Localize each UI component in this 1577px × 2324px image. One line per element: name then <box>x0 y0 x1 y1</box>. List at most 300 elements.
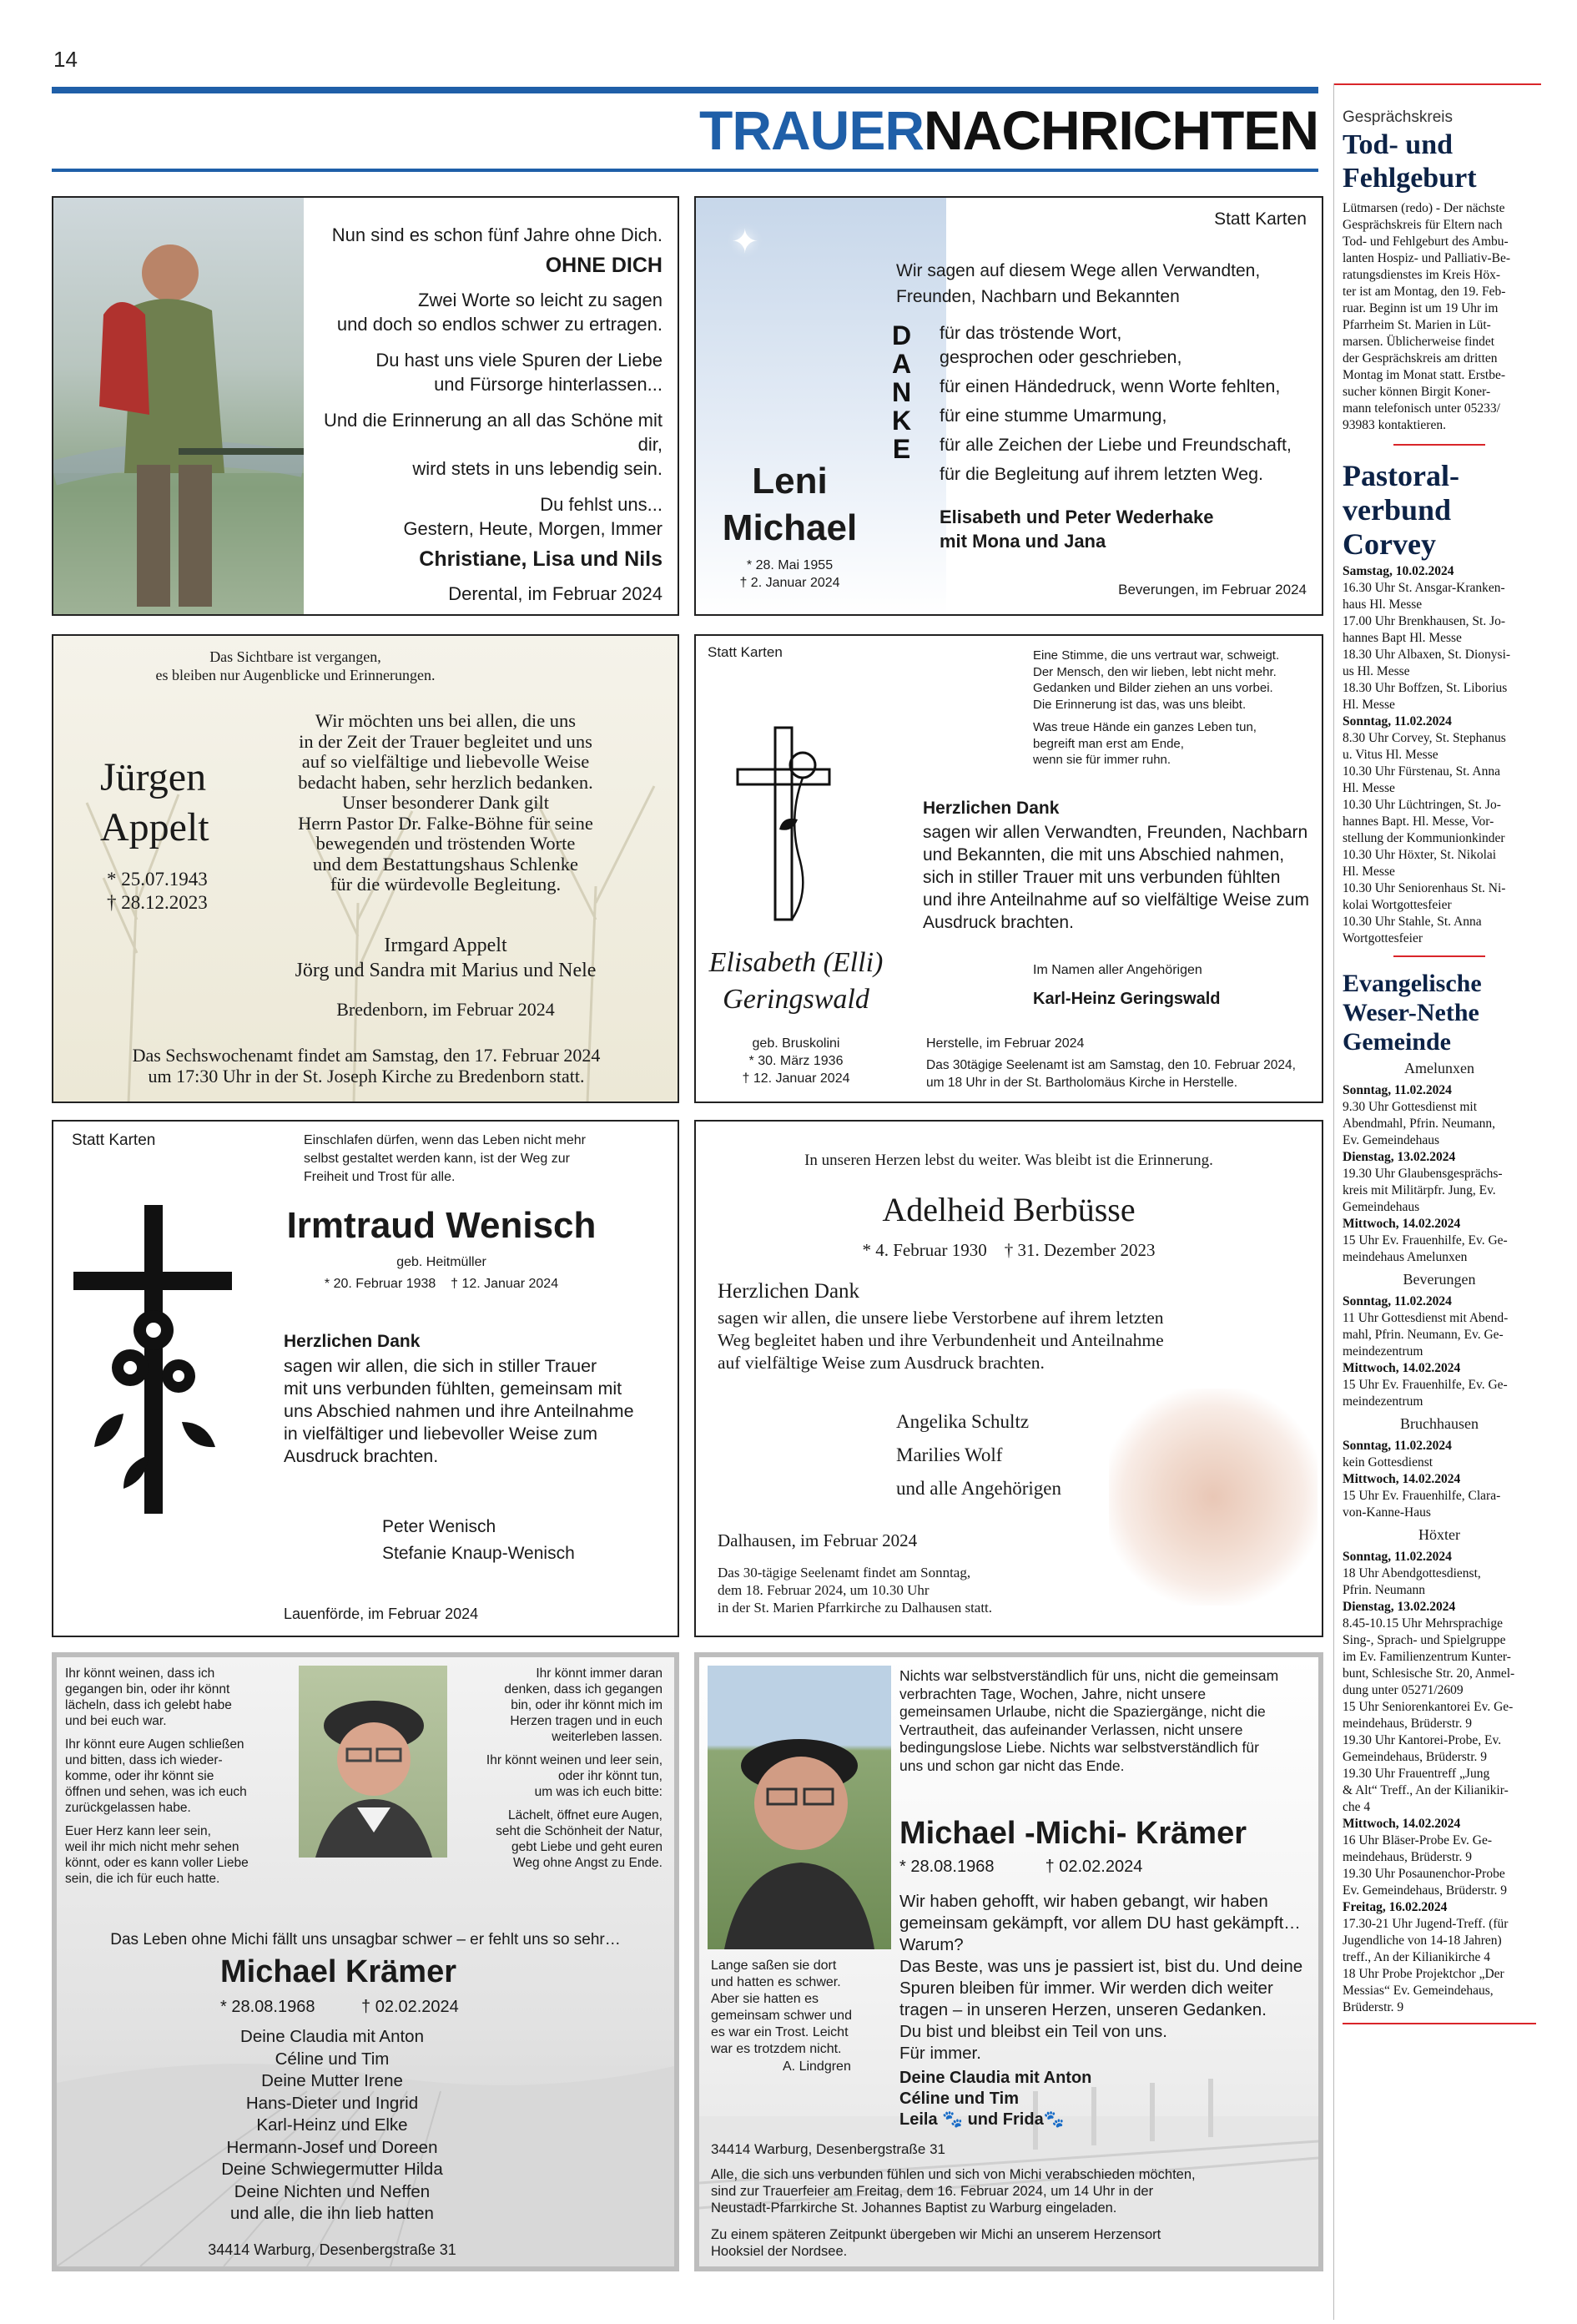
ad8-author: A. Lindgren <box>783 2059 851 2074</box>
death-date: † 2. Januar 2024 <box>739 576 840 590</box>
section-title <box>52 100 1318 160</box>
ad7-signer: Deine Schwiegermutter Hilda <box>221 2160 443 2179</box>
ad1-heading: OHNE DICH <box>545 254 663 277</box>
ad2-intro-line: Freunden, Nachbarn und Bekannten <box>896 287 1180 306</box>
s3-title-line: Gemeinde <box>1343 1028 1451 1056</box>
ad7-right-line: bin, oder ihr könnt mich im <box>511 1698 663 1712</box>
ad3-quote-line: Das Sichtbare ist vergangen, <box>209 648 381 665</box>
ad4-poem-line <box>1033 713 1279 719</box>
ad7-right-line: weiterleben lassen. <box>552 1730 663 1744</box>
s1-title-line: Fehlgeburt <box>1343 163 1477 194</box>
s2-title-line: Corvey <box>1343 527 1436 561</box>
ad6-thanks-head: Herzlichen Dank <box>718 1280 860 1303</box>
ad2-item: für einen Händedruck, wenn Worte fehlten, <box>940 376 1281 396</box>
ad4-thanks-line: und ihre Anteilnahme auf so vielfältige Weise zum <box>923 890 1310 910</box>
s3-line: meindehaus, Brüderstr. 9 <box>1343 1717 1472 1731</box>
ad7-signer: Hans-Dieter und Ingrid <box>245 2093 419 2113</box>
sidebar-bottom-rule <box>1343 2023 1536 2024</box>
birth-date: * 25.07.1943 <box>107 869 208 890</box>
s3-line: bunt, Schlesische Str. 20, Anmel- <box>1343 1666 1515 1681</box>
ad4-poem-line: Was treue Hände ein ganzes Leben tun, <box>1033 720 1257 734</box>
s2-line: Hl. Messe <box>1343 865 1395 879</box>
danke-letter: E <box>892 434 911 464</box>
ad4-thanks-head: Herzlichen Dank <box>923 799 1060 818</box>
ad4-place: Herstelle, im Februar 2024 <box>926 1036 1085 1051</box>
ad3-thanks-line: und dem Bestattungshaus Schlenke <box>312 853 579 875</box>
obituary-ad-juergen-appelt <box>52 634 679 1103</box>
s3-line: 19.30 Uhr Kantorei-Probe, Ev. <box>1343 1733 1502 1747</box>
ad7-left-line: komme, oder ihr könnt sie <box>65 1769 214 1783</box>
ad7-left-line: und bei euch war. <box>65 1714 167 1728</box>
s1-text-line: Pfarrheim St. Marien in Lüt- <box>1343 318 1491 332</box>
ad3-thanks-line: bewegenden und tröstenden Worte <box>315 833 576 854</box>
ad6-mass-line: Das 30-tägige Seelenamt findet am Sonntag, <box>718 1565 971 1580</box>
ad6-place: Dalhausen, im Februar 2024 <box>718 1530 918 1550</box>
ad2-signer: mit Mona und Jana <box>940 531 1106 552</box>
s3-line: meindehaus, Brüderstr. 9 <box>1343 1850 1472 1864</box>
s3-line: Sonntag, 11.02.2024 <box>1343 1550 1452 1564</box>
ad7-address: 34414 Warburg, Desenbergstraße 31 <box>208 2241 456 2258</box>
deceased-name: Michael Krämer <box>220 1954 457 1989</box>
ad1-p3-line: Und die Erinnerung an all das Schöne mit dir, <box>323 410 663 455</box>
ad7-signer: Deine Nichten und Neffen <box>234 2181 431 2201</box>
ad3-thanks-line: Wir möchten uns bei allen, die uns <box>315 710 577 731</box>
divider <box>1393 955 1485 957</box>
s2-line: hannes Bapt. Hl. Messe, Vor- <box>1343 814 1494 829</box>
s3-line: Abendmahl, Pfrin. Neumann, <box>1343 1117 1495 1131</box>
s2-line: Hl. Messe <box>1343 698 1395 712</box>
ad6-signer: Angelika Schultz <box>896 1411 1030 1432</box>
birth-date: * 4. Februar 1930 <box>862 1240 987 1260</box>
portrait-photo-michi <box>708 1666 891 1949</box>
s3-line: meindehaus Amelunxen <box>1343 1250 1468 1264</box>
s3-subhead-amelunxen: Amelunxen <box>1404 1060 1474 1076</box>
s3-line: Dienstag, 13.02.2024 <box>1343 1150 1456 1164</box>
ad3-mass-line: Das Sechswochenamt findet am Samstag, den 17. Februar 2024 <box>132 1045 601 1066</box>
s2-line: u. Vitus Hl. Messe <box>1343 748 1438 762</box>
ad7-right-line: denken, dass ich gegangen <box>504 1682 663 1696</box>
ad2-item: für alle Zeichen der Liebe und Freundschaft, <box>940 435 1292 455</box>
ad1-p1-line: Zwei Worte so leicht zu sagen <box>417 290 663 310</box>
ad7-left-line: Ihr könnt weinen, dass ich <box>65 1666 215 1681</box>
ad8-signer: Céline und Tim <box>899 2090 1019 2108</box>
s1-kicker: Gesprächskreis <box>1343 108 1453 126</box>
ad3-thanks-line: Unser besonderer Dank gilt <box>341 792 550 813</box>
s3-line: Mittwoch, 14.02.2024 <box>1343 1472 1461 1486</box>
s3-line: 19.30 Uhr Glaubensgesprächs- <box>1343 1167 1503 1181</box>
s3-subhead-hoexter: Höxter <box>1418 1526 1460 1543</box>
ad5-quote-line: Einschlafen dürfen, wenn das Leben nicht mehr <box>304 1133 586 1147</box>
ad8-poem-line: war es trotzdem nicht. <box>711 2042 842 2056</box>
s3-line: meindezentrum <box>1343 1394 1423 1409</box>
deceased-last-name: Appelt <box>100 805 209 849</box>
ad1-p4-line: Gestern, Heute, Morgen, Immer <box>403 518 663 539</box>
ad1-p1-line: und doch so endlos schwer zu ertragen. <box>336 314 663 335</box>
ad4-imnamen: Im Namen aller Angehörigen <box>1033 963 1202 977</box>
ad2-item: für eine stumme Umarmung, <box>940 406 1167 426</box>
s3-line: Sonntag, 11.02.2024 <box>1343 1294 1452 1308</box>
ad8-text-line: Wir haben gehofft, wir haben gebangt, wir haben <box>899 1892 1268 1911</box>
s1-title-line: Tod- und <box>1343 129 1454 160</box>
birth-date: * 28. Mai 1955 <box>746 558 834 572</box>
ad7-left-line: öffnen und sehen, was ich euch <box>65 1785 247 1799</box>
ad7-left-line: Euer Herz kann leer sein, <box>65 1824 211 1838</box>
sidebar-announcements <box>1333 83 1540 2320</box>
s3-line: Freitag, 16.02.2024 <box>1343 1900 1448 1914</box>
ad4-signer: Karl-Heinz Geringswald <box>1033 990 1221 1008</box>
ad4-poem-line: Eine Stimme, die uns vertraut war, schweigt. <box>1033 648 1280 663</box>
s3-line: che 4 <box>1343 1800 1371 1814</box>
s1-text-line: Montag im Monat statt. Erstbe- <box>1343 368 1506 382</box>
s1-text-line: marsen. Üblicherweise findet <box>1343 335 1495 349</box>
ad4-poem-line: wenn sie für immer ruhn. <box>1033 753 1171 767</box>
ad7-right-line: oder ihr könnt tun, <box>558 1769 663 1783</box>
obituary-ad-ohne-dich <box>52 196 679 616</box>
ad3-quote-line: es bleiben nur Augenblicke und Erinnerungen. <box>155 667 436 683</box>
danke-letter: A <box>892 349 912 379</box>
s3-line: Gemeindehaus <box>1343 1200 1420 1214</box>
ad7-signer: Karl-Heinz und Elke <box>256 2115 408 2135</box>
ad2-item: für das tröstende Wort, <box>940 323 1122 343</box>
obituary-ad-elisabeth-geringswald <box>694 634 1323 1103</box>
header-bottom-rule <box>52 169 1318 172</box>
ad7-signer: und alle, die ihn lieb hatten <box>230 2204 434 2223</box>
danke-letter: N <box>892 377 912 407</box>
ad6-signer: und alle Angehörigen <box>896 1478 1062 1499</box>
s2-line: Wortgottesfeier <box>1343 931 1423 945</box>
ad7-tagline: Das Leben ohne Michi fällt uns unsagbar schwer – er fehlt uns so sehr… <box>110 1931 621 1948</box>
ad7-signer: Hermann-Josef und Doreen <box>226 2137 438 2157</box>
danke-letter: D <box>892 320 912 350</box>
maiden-name: geb. Bruskolini <box>752 1036 840 1051</box>
ad4-thanks-line: sagen wir allen Verwandten, Freunden, Nachbarn <box>923 823 1308 842</box>
s3-line: 9.30 Uhr Gottesdienst mit <box>1343 1100 1478 1114</box>
s3-line: mahl, Pfrin. Neumann, Ev. Ge- <box>1343 1328 1504 1342</box>
ad8-funeral-line: Alle, die sich uns verbunden fühlen und sich von Michi verabschieden möchten, <box>711 2167 1196 2182</box>
ad1-line: Nun sind es schon fünf Jahre ohne Dich. <box>331 224 663 245</box>
s3-line: 19.30 Uhr Frauentreff „Jung <box>1343 1767 1490 1781</box>
ad1-names: Christiane, Lisa und Nils <box>419 547 663 571</box>
s2-line: 10.30 Uhr Fürstenau, St. Anna <box>1343 764 1501 779</box>
s3-line: Gemeindehaus, Brüderstr. 9 <box>1343 1750 1488 1764</box>
section-title-first: TRAUER <box>699 99 925 161</box>
ad8-poem-line: Aber sie hatten es <box>711 1992 819 2006</box>
s1-text-line: Tod- und Fehlgeburt des Ambu- <box>1343 234 1509 249</box>
s2-line: 17.00 Uhr Brenkhausen, St. Jo- <box>1343 614 1506 628</box>
s3-subhead-beverungen: Beverungen <box>1403 1271 1476 1288</box>
ad3-thanks-line: Herrn Pastor Dr. Falke-Böhne für seine <box>298 812 593 834</box>
ad5-place: Lauenförde, im Februar 2024 <box>284 1606 479 1622</box>
ad4-mass-line: um 18 Uhr in der St. Bartholomäus Kirche in Herstelle. <box>926 1076 1238 1090</box>
s1-text-line: ruar. Beginn ist um 19 Uhr im <box>1343 301 1499 315</box>
s2-line: haus Hl. Messe <box>1343 597 1423 612</box>
ad4-thanks-line: und Bekannten, die mit uns Abschied nahmen, <box>923 845 1285 865</box>
ad8-text-line: Für immer. <box>899 2044 981 2063</box>
ad8-funeral-line: sind zur Trauerfeier am Freitag, dem 16. Februar 2024, um 14 Uhr in der <box>711 2184 1154 2199</box>
ad4-thanks-line: sich in stiller Trauer mit uns verbunden fühlten <box>923 868 1281 887</box>
ad8-funeral-line: Neustadt-Pfarrkirche St. Johannes Baptist zu Warburg eingeladen. <box>711 2200 1117 2216</box>
ad1-place: Derental, im Februar 2024 <box>448 583 663 604</box>
s2-line: 18.30 Uhr Boffzen, St. Liborius <box>1343 681 1508 695</box>
s3-subhead-bruchhausen: Bruchhausen <box>1400 1415 1479 1432</box>
s3-line: Ev. Gemeindehaus <box>1343 1133 1440 1147</box>
deceased-first-name: Jürgen <box>100 755 207 799</box>
ad2-intro-line: Wir sagen auf diesem Wege allen Verwandten, <box>896 261 1261 280</box>
ad8-urn-line: Hooksiel der Nordsee. <box>711 2244 848 2259</box>
s3-line: Jugendliche von 14-18 Jahren) <box>1343 1933 1502 1948</box>
ad4-mass-line: Das 30tägige Seelenamt ist am Samstag, den 10. Februar 2024, <box>926 1058 1296 1072</box>
page-number: 14 <box>53 47 78 72</box>
s2-title-line: Pastoral- <box>1343 459 1459 492</box>
ad8-intro-line: gemeinsamen Urlaube, nicht die Spaziergänge, nicht die <box>899 1703 1266 1720</box>
ad7-left-line: könnt, oder es kann voller Liebe <box>65 1856 249 1870</box>
ad3-signer: Jörg und Sandra mit Marius und Nele <box>295 960 597 981</box>
ad8-signer: Leila 🐾 und Frida🐾 <box>899 2110 1065 2129</box>
ad7-signer: Céline und Tim <box>275 2049 390 2069</box>
s3-line: 16 Uhr Bläser-Probe Ev. Ge- <box>1343 1833 1493 1848</box>
s3-title-line: Evangelische <box>1343 970 1482 997</box>
s2-line: stellung der Kommunionkinder <box>1343 831 1505 845</box>
ad7-right-line: Herzen tragen und in euch <box>510 1714 663 1728</box>
s2-line: Sonntag, 11.02.2024 <box>1343 714 1452 728</box>
ad3-thanks-line: für die würdevolle Begleitung. <box>330 874 562 895</box>
birth-date: * 28.08.1968 <box>899 1858 995 1876</box>
s3-line: Mittwoch, 14.02.2024 <box>1343 1217 1461 1231</box>
s3-line: 15 Uhr Ev. Frauenhilfe, Ev. Ge- <box>1343 1233 1508 1248</box>
ad5-thanks-line: Ausdruck brachten. <box>284 1446 439 1466</box>
portrait-photo-michael <box>299 1666 447 1858</box>
death-date: † 31. Dezember 2023 <box>1004 1240 1156 1260</box>
s1-text-line: Lütmarsen (redo) - Der nächste <box>1343 201 1505 215</box>
ad7-left-line: zurückgelassen habe. <box>65 1801 191 1815</box>
death-date: † 02.02.2024 <box>361 1998 459 2016</box>
s3-line: 15 Uhr Ev. Frauenhilfe, Clara- <box>1343 1489 1501 1503</box>
birth-date: * 28.08.1968 <box>220 1998 315 2016</box>
watercolor-rose <box>1109 1389 1318 1606</box>
ad8-intro-line: verbrachten Tage, Wochen, Jahre, nicht unsere <box>899 1685 1207 1702</box>
ad6-mass-line: dem 18. Februar 2024, um 10.30 Uhr <box>718 1582 930 1598</box>
ad4-poem-line: Die Erinnerung ist das, was uns bleibt. <box>1033 697 1247 712</box>
divider <box>1393 444 1485 446</box>
obituary-ad-irmtraud-wenisch <box>52 1120 679 1637</box>
death-date: † 28.12.2023 <box>107 892 208 913</box>
ad8-address: 34414 Warburg, Desenbergstraße 31 <box>711 2141 945 2157</box>
s3-line: Mittwoch, 14.02.2024 <box>1343 1817 1461 1831</box>
ad6-thanks-line: Weg begleitet haben und ihre Verbundenheit und Anteilnahme <box>718 1330 1164 1350</box>
s1-text-line: mann telefonisch unter 05233/ <box>1343 401 1500 416</box>
s3-line: meindezentrum <box>1343 1344 1423 1359</box>
s2-line: Samstag, 10.02.2024 <box>1343 564 1454 578</box>
ad7-right-line: Weg ohne Angst zu Ende. <box>513 1856 663 1870</box>
s1-text-line: 93983 kontaktieren. <box>1343 418 1446 432</box>
ad1-p2-line: und Fürsorge hinterlassen... <box>434 374 663 395</box>
s3-line: kein Gottesdienst <box>1343 1455 1433 1470</box>
ad8-signer: Deine Claudia mit Anton <box>899 2069 1092 2087</box>
s2-line: hannes Bapt Hl. Messe <box>1343 631 1462 645</box>
ad7-left-line: weil ihr mich nicht mehr sehen <box>65 1840 239 1854</box>
ad7-right-line: Ihr könnt weinen und leer sein, <box>486 1753 663 1767</box>
ad1-p3-line: wird stets in uns lebendig sein. <box>412 458 663 479</box>
ad8-urn-line: Zu einem späteren Zeitpunkt übergeben wir Michi an unserem Herzensort <box>711 2227 1161 2242</box>
s3-line: Sonntag, 11.02.2024 <box>1343 1439 1452 1453</box>
s3-line: 15 Uhr Ev. Frauenhilfe, Ev. Ge- <box>1343 1378 1508 1392</box>
ad6-quote: In unseren Herzen lebst du weiter. Was bleibt ist die Erinnerung. <box>804 1152 1213 1169</box>
danke-letter: K <box>892 406 912 436</box>
s1-text-line: Gesprächskreis für Eltern nach <box>1343 218 1503 232</box>
s3-line: Dienstag, 13.02.2024 <box>1343 1600 1456 1614</box>
ad5-signer: Peter Wenisch <box>382 1517 496 1536</box>
deceased-name: Michael -Michi- Krämer <box>899 1816 1247 1851</box>
ad3-thanks-line: in der Zeit der Trauer begleitet und uns <box>299 730 592 752</box>
ad2-place: Beverungen, im Februar 2024 <box>1118 582 1307 597</box>
deceased-last-name: Geringswald <box>723 984 869 1015</box>
s2-line: us Hl. Messe <box>1343 664 1410 678</box>
ad7-left-line <box>65 1729 249 1737</box>
obituary-ad-adelheid-berbuesse <box>694 1120 1323 1637</box>
ad7-left-line <box>65 1816 249 1823</box>
s3-title-line: Weser-Nethe <box>1343 999 1479 1026</box>
s2-line: 16.30 Uhr St. Ansgar-Kranken- <box>1343 581 1505 595</box>
ad3-mass-line: um 17:30 Uhr in der St. Joseph Kirche zu Bredenborn statt. <box>148 1066 585 1086</box>
death-date: † 02.02.2024 <box>1045 1858 1143 1876</box>
s3-line: 11 Uhr Gottesdienst mit Abend- <box>1343 1311 1509 1325</box>
ad5-signer: Stefanie Knaup-Wenisch <box>382 1544 575 1563</box>
ad5-statt: Statt Karten <box>72 1132 156 1149</box>
birth-date: * 30. März 1936 <box>748 1054 844 1068</box>
ad5-thanks-line: mit uns verbunden fühlten, gemeinsam mit <box>284 1379 622 1399</box>
cross-with-rose-icon <box>729 719 838 928</box>
sidebar-top-rule <box>1334 83 1541 85</box>
ad4-poem-line: Gedanken und Bilder ziehen an uns vorbei. <box>1033 681 1273 695</box>
s3-line: Mittwoch, 14.02.2024 <box>1343 1361 1461 1375</box>
ad3-signer: Irmgard Appelt <box>384 935 507 956</box>
header-top-rule <box>52 87 1318 93</box>
s3-line: im Ev. Familienzentrum Kunter- <box>1343 1650 1511 1664</box>
maiden-name: geb. Heitmüller <box>396 1255 486 1269</box>
ad8-intro-line: uns und schon gar nicht das Ende. <box>899 1757 1125 1774</box>
s2-line: 18.30 Uhr Albaxen, St. Dionysi- <box>1343 648 1511 662</box>
s2-line: 10.30 Uhr Seniorenhaus St. Ni- <box>1343 881 1506 895</box>
ad4-poem-line: Der Mensch, den wir lieben, lebt nicht mehr. <box>1033 664 1277 679</box>
ad5-quote-line: selbst gestaltet werden kann, ist der Weg zur <box>304 1152 570 1166</box>
ad7-right-line: seht die Schönheit der Natur, <box>496 1824 663 1838</box>
s3-line: Brüderstr. 9 <box>1343 2000 1404 2014</box>
s3-line: 15 Uhr Seniorenkantorei Ev. Ge- <box>1343 1700 1514 1714</box>
birth-date: * 20. Februar 1938 <box>324 1277 436 1291</box>
ad8-poem-line: es war ein Trost. Leicht <box>711 2025 849 2039</box>
ad2-statt: Statt Karten <box>1214 209 1307 229</box>
s1-text-line: der Gesprächskreis am dritten <box>1343 351 1498 365</box>
ad3-thanks-line: auf so vielfältige und liebevolle Weise <box>301 751 590 772</box>
s3-line: 18 Uhr Probe Projektchor „Der <box>1343 1967 1504 1981</box>
s3-line: treff., An der Kilianikirche 4 <box>1343 1950 1491 1964</box>
cross-with-roses-icon <box>73 1205 232 1514</box>
ad5-thanks-line: in vielfältiger und liebevoller Weise zum <box>284 1424 598 1444</box>
ad7-left-line: Ihr könnt eure Augen schließen <box>65 1737 244 1752</box>
ad8-text-line: Warum? <box>899 1935 964 1954</box>
s3-line: & Alt“ Treff., An der Kilianikir- <box>1343 1783 1509 1797</box>
s3-line: Sonntag, 11.02.2024 <box>1343 1083 1452 1097</box>
s2-line: kolai Wortgottesfeier <box>1343 898 1452 912</box>
ad7-right-line: gebt Liebe und geht euren <box>511 1840 663 1854</box>
deceased-last-name: Michael <box>722 507 858 548</box>
ad8-text-line: Spuren bleiben für immer. Wir werden dich weiter <box>899 1979 1273 1998</box>
s2-line: 10.30 Uhr Lüchtringen, St. Jo- <box>1343 798 1501 812</box>
ad8-text-line: Du bist und bleibst ein Teil von uns. <box>899 2022 1167 2041</box>
s3-line: Ev. Gemeindehaus, Brüderstr. 9 <box>1343 1883 1508 1898</box>
ad7-left-line: sein, die ich für euch hatte. <box>65 1872 220 1886</box>
ad2-signer: Elisabeth und Peter Wederhake <box>940 507 1214 527</box>
s2-title-line: verbund <box>1343 493 1452 527</box>
ad8-intro-line: Nichts war selbstverständlich für uns, nicht die gemeinsam <box>899 1667 1279 1684</box>
s3-line: dung unter 05271/2609 <box>1343 1683 1464 1697</box>
ad6-signer: Marilies Wolf <box>896 1444 1003 1465</box>
ad8-text-line: Das Beste, was uns je passiert ist, bist du. Und deine <box>899 1957 1303 1976</box>
ad1-p4-line: Du fehlst uns... <box>540 494 663 515</box>
s1-text-line: ter ist am Montag, den 19. Feb- <box>1343 285 1506 299</box>
ad2-item: für die Begleitung auf ihrem letzten Weg. <box>940 464 1264 484</box>
obituary-ad-leni-michael <box>694 196 1323 616</box>
ad3-thanks-line: bedacht haben, sehr herzlich bedanken. <box>298 771 593 793</box>
s1-text-line: sucher können Birgit Koner- <box>1343 385 1491 399</box>
portrait-photo-hiker <box>53 198 304 615</box>
ad7-signer: Deine Claudia mit Anton <box>240 2027 424 2046</box>
ad6-thanks-line: sagen wir allen, die unsere liebe Verstorbene auf ihrem letzten <box>718 1308 1164 1328</box>
s1-text-line: lanten Hospiz- und Palliativ-Be- <box>1343 251 1511 265</box>
star-icon: ✦ <box>731 223 759 261</box>
ad4-thanks-line: Ausdruck brachten. <box>923 913 1074 932</box>
s2-line: Hl. Messe <box>1343 781 1395 795</box>
deceased-first-name: Leni <box>752 461 828 502</box>
ad6-thanks-line: auf vielfältige Weise zum Ausdruck brachten. <box>718 1353 1045 1373</box>
ad8-poem-line: und hatten es schwer. <box>711 1975 841 1989</box>
ad7-right-line: Ihr könnt immer daran <box>536 1666 663 1681</box>
ad8-poem-line: Lange saßen sie dort <box>711 1959 837 1973</box>
ad8-intro-line: bedingungslose Liebe. Nichts war selbstverständlich für <box>899 1739 1259 1756</box>
s2-line: 10.30 Uhr Stahle, St. Anna <box>1343 915 1482 929</box>
ad7-left-line: und bitten, dass ich wieder- <box>65 1753 223 1767</box>
s3-line: kreis mit Militärpfr. Jung, Ev. <box>1343 1183 1496 1197</box>
ad8-text-line: gemeinsam gekämpft, vor allem DU hast gekämpft… <box>899 1913 1301 1933</box>
s3-line: Sing-, Sprach- und Spielgruppe <box>1343 1633 1506 1647</box>
ad7-left-line: gegangen bin, oder ihr könnt <box>65 1682 230 1696</box>
ad7-signer: Deine Mutter Irene <box>261 2071 403 2090</box>
s2-line: 8.30 Uhr Corvey, St. Stephanus <box>1343 731 1506 745</box>
ad3-place: Bredenborn, im Februar 2024 <box>336 999 555 1020</box>
ad5-thanks-head: Herzlichen Dank <box>284 1332 421 1351</box>
s3-line: Messias“ Ev. Gemeindehaus, <box>1343 1984 1494 1998</box>
ad7-right-line: um was ich euch bitte: <box>534 1785 663 1799</box>
s3-line: 18 Uhr Abendgottesdienst, <box>1343 1566 1481 1580</box>
s3-line: 8.45-10.15 Uhr Mehrsprachige <box>1343 1616 1503 1631</box>
ad7-right-line: Lächelt, öffnet eure Augen, <box>507 1808 663 1822</box>
ad7-left-line: lächeln, dass ich gelebt habe <box>65 1698 232 1712</box>
ad5-thanks-line: uns Abschied nahmen und ihre Anteilnahme <box>284 1401 634 1421</box>
ad1-p2-line: Du hast uns viele Spuren der Liebe <box>375 350 663 371</box>
ad5-quote-line: Freiheit und Trost für alle. <box>304 1170 456 1184</box>
obituary-ad-michael-kraemer-family <box>52 1652 679 2271</box>
deceased-name: Irmtraud Wenisch <box>286 1205 597 1246</box>
s3-line: Pfrin. Neumann <box>1343 1583 1426 1597</box>
deceased-name: Adelheid Berbüsse <box>882 1191 1136 1228</box>
death-date: † 12. Januar 2024 <box>451 1277 559 1291</box>
obituary-ad-michael-michi-kraemer <box>694 1652 1323 2271</box>
s3-line: von-Kanne-Haus <box>1343 1505 1431 1520</box>
s3-line: 17.30-21 Uhr Jugend-Treff. (für <box>1343 1917 1509 1931</box>
ad2-item: gesprochen oder geschrieben, <box>940 347 1182 367</box>
death-date: † 12. Januar 2024 <box>742 1071 850 1086</box>
ad8-intro-line: Vertrautheit, das aufeinander Verlassen, nicht unsere <box>899 1721 1243 1738</box>
